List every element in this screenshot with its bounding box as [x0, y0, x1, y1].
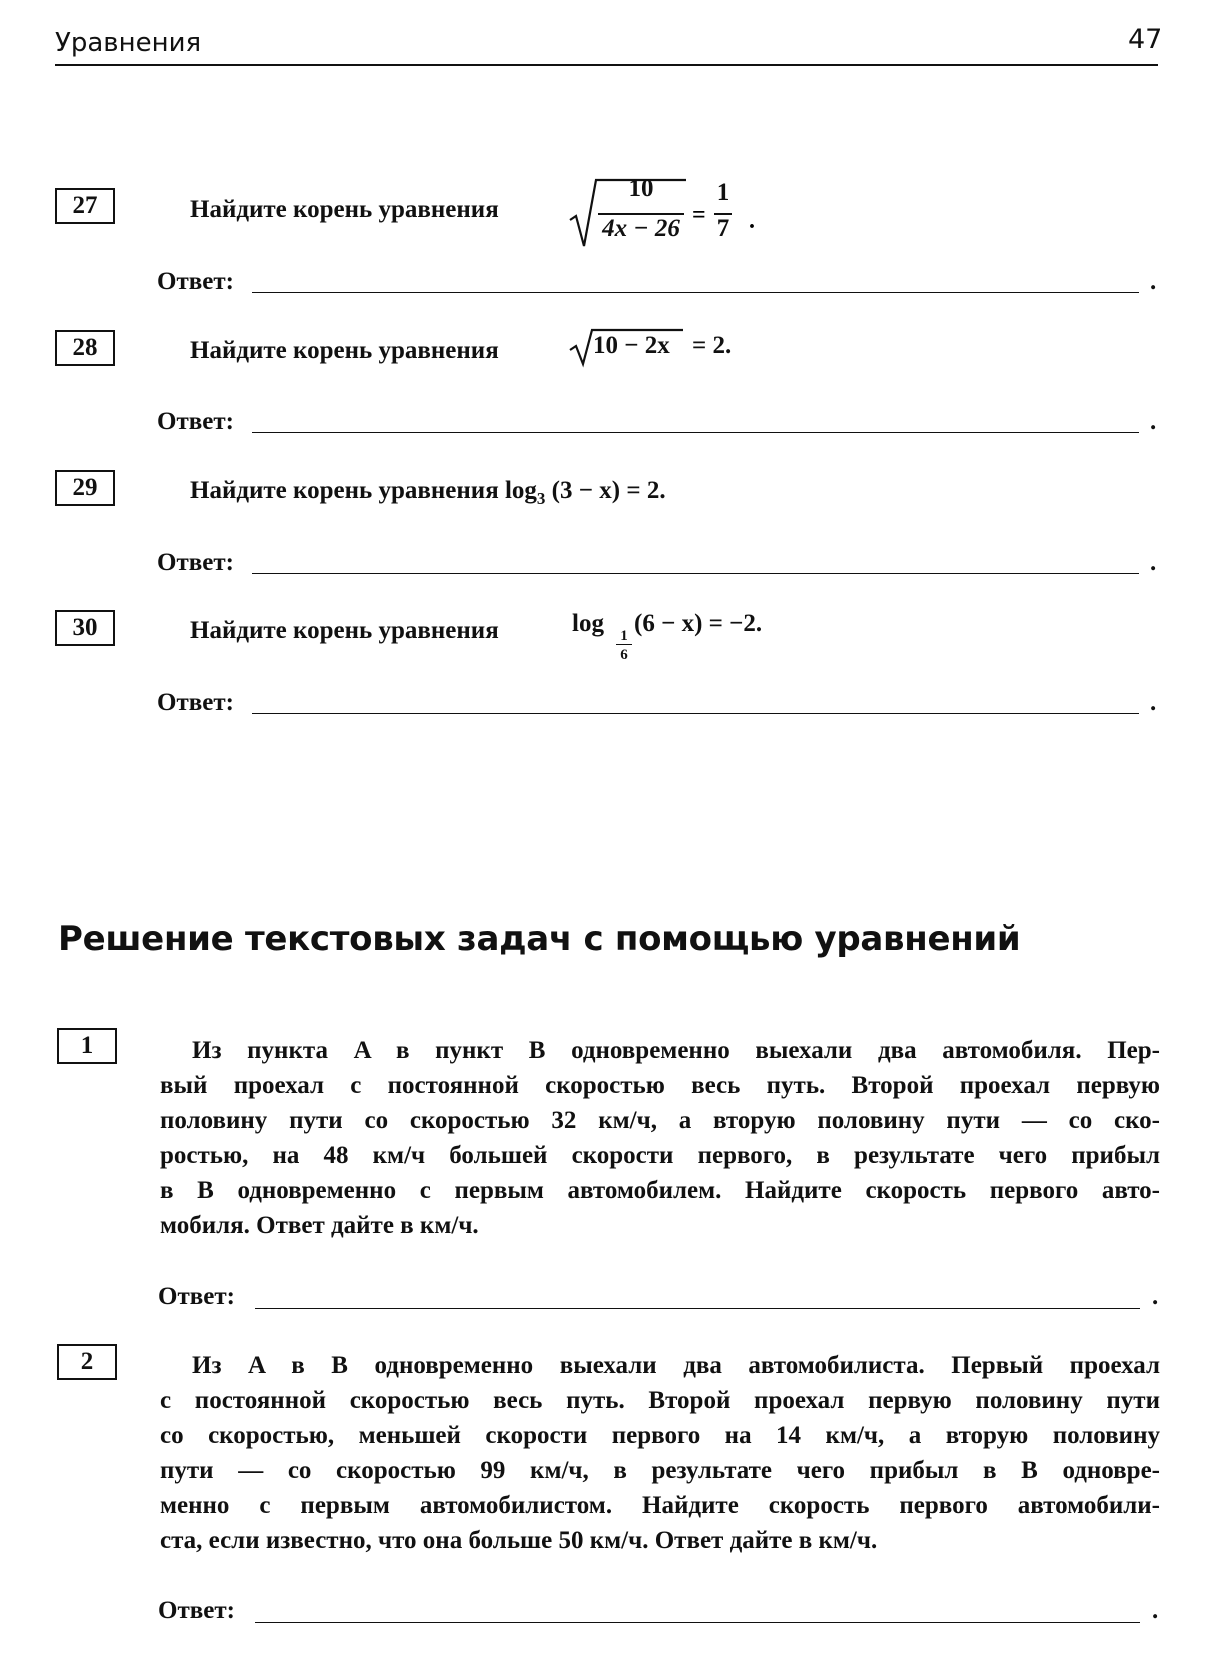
task-29-lead: Найдите корень уравнения: [190, 477, 499, 504]
task-number-27: 27: [55, 188, 115, 224]
task-27-period: .: [749, 208, 755, 234]
problem-1-line: мобиля. Ответ дайте в км/ч.: [160, 1212, 479, 1239]
problem-1-line: в B одновременно с первым автомобилем. Найдите скорость первого авто-: [160, 1177, 1160, 1204]
task-27-text: Найдите корень уравнения: [190, 196, 499, 223]
task-29-answer-label: Ответ:: [157, 549, 234, 576]
task-27-answer-dot: .: [1150, 268, 1157, 295]
problem-2-line: ста, если известно, что она больше 50 км/ч. Ответ дайте в км/ч.: [160, 1527, 878, 1554]
task-27-rhs-numerator: 1: [716, 179, 730, 206]
problem-2-answer-dot: .: [1152, 1597, 1159, 1624]
problem-2-text: [160, 1348, 1160, 1558]
section-title: Решение текстовых задач с помощью уравнений: [58, 919, 1021, 959]
task-29-rest: (3 − x) = 2.: [551, 477, 666, 504]
problem-number-1: 1: [57, 1028, 117, 1064]
problem-1-answer-field[interactable]: [255, 1308, 1140, 1309]
task-30-answer-field[interactable]: [252, 713, 1139, 714]
task-number-29: 29: [55, 470, 115, 506]
task-27-numerator: 10: [628, 175, 654, 202]
task-28-answer-label: Ответ:: [157, 408, 234, 435]
task-28-radicand: 10 − 2x: [593, 332, 670, 359]
problem-1-line: вый проехал с постоянной скоростью весь путь. Второй проехал первую: [160, 1072, 1160, 1099]
task-29-answer-dot: .: [1150, 549, 1157, 576]
task-29-log-base: 3: [536, 489, 546, 508]
task-27-rhs-denominator: 7: [716, 215, 730, 242]
problem-2-line: пути — со скоростью 99 км/ч, в результате чего прибыл в B одновре-: [160, 1457, 1160, 1484]
task-30-text: Найдите корень уравнения: [190, 617, 499, 644]
task-29-answer-field[interactable]: [252, 573, 1139, 574]
task-30-base-numerator: 1: [616, 628, 632, 645]
problem-1-line: ростью, на 48 км/ч большей скорости первого, в результате чего прибыл: [160, 1142, 1160, 1169]
task-28-text: Найдите корень уравнения: [190, 337, 499, 364]
task-number-30: 30: [55, 610, 115, 646]
svg-text:=: =: [692, 202, 706, 228]
task-28-answer-dot: .: [1150, 408, 1157, 435]
problem-1-text: [160, 1033, 1160, 1243]
task-27-answer-field[interactable]: [252, 292, 1139, 293]
problem-2-line: с постоянной скоростью весь путь. Второй проехал первую половину пути: [160, 1387, 1160, 1414]
problem-2-answer-field[interactable]: [255, 1622, 1140, 1623]
task-30-answer-label: Ответ:: [157, 689, 234, 716]
problem-2-line: Из A в B одновременно выехали два автомобилиста. Первый проехал: [192, 1352, 1160, 1379]
problem-1-answer-dot: .: [1152, 1283, 1159, 1310]
problem-2-line: менно с первым автомобилистом. Найдите скорость первого автомобили-: [160, 1492, 1160, 1519]
task-number-28: 28: [55, 330, 115, 366]
page-number: 47: [1128, 24, 1163, 55]
task-29-text: [190, 477, 666, 509]
task-29-log: log: [504, 477, 537, 504]
running-header-title: Уравнения: [55, 28, 202, 58]
task-28-answer-field[interactable]: [252, 432, 1139, 433]
problem-1-line: половину пути со скоростью 32 км/ч, а вторую половину пути — со ско-: [160, 1107, 1160, 1134]
task-27-equation: [568, 174, 768, 254]
task-27-answer-label: Ответ:: [157, 268, 234, 295]
task-30-answer-dot: .: [1150, 689, 1157, 716]
problem-2-answer-label: Ответ:: [158, 1597, 235, 1624]
problem-number-2: 2: [57, 1344, 117, 1380]
header-rule: [55, 64, 1158, 66]
task-28-equation: [568, 326, 732, 370]
problem-2-line: со скоростью, меньшей скорости первого на 14 км/ч, а вторую половину: [160, 1422, 1160, 1449]
problem-1-line: Из пункта A в пункт B одновременно выехали два автомобиля. Пер-: [192, 1037, 1160, 1064]
task-27-denominator: 4x − 26: [602, 215, 680, 242]
problem-1-answer-label: Ответ:: [158, 1283, 235, 1310]
task-30-rest: (6 − x) = −2.: [634, 610, 763, 637]
task-30-base-denominator: 6: [620, 647, 628, 663]
task-28-rhs: = 2.: [692, 332, 732, 359]
task-30-log: log: [572, 610, 604, 637]
